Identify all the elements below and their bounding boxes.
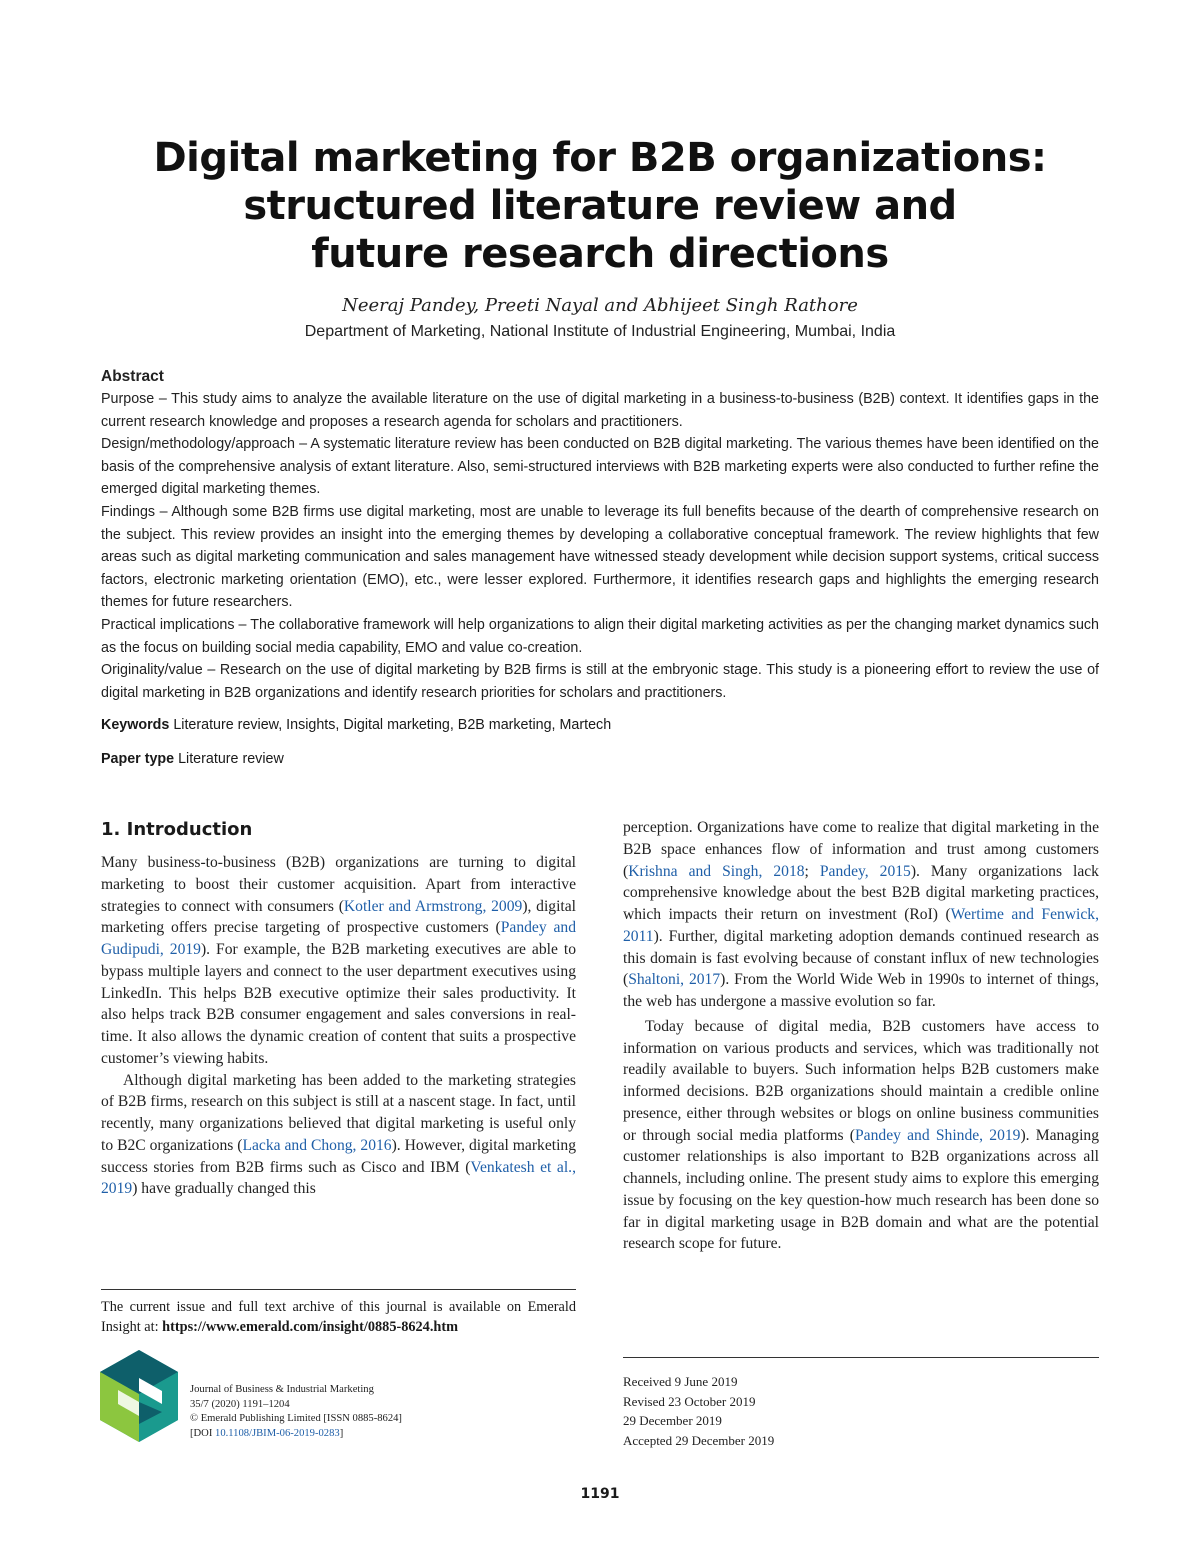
practical-label: Practical implications [101, 616, 235, 633]
citation-link[interactable]: Shaltoni, 2017 [628, 971, 721, 989]
section-heading-introduction: 1. Introduction [101, 819, 253, 840]
paper-type-label: Paper type [101, 751, 175, 767]
journal-url-link[interactable]: https://www.emerald.com/insight/0885-8624.htm [162, 1319, 459, 1335]
citation-link[interactable]: Krishna and Singh, 2018 [628, 862, 805, 880]
keywords-text: Literature review, Insights, Digital marketing, B2B marketing, Martech [169, 717, 612, 733]
text-run: Many business-to-business (B2B) organizations are turning to digital marketing to boost their customer acquisition. Apart from interactive strategies to connect with consumers ( [101, 854, 576, 915]
design-text: – A systematic literature review has been conducted on B2B digital marketing. The various themes have been identified on the basis of the comprehensive analysis of extant literature. Also, semi-structured interviews with B2B marketing experts were also conducted to further refine the emerged digital marketing themes. [101, 436, 1099, 498]
abstract-purpose [101, 388, 1099, 433]
footnote-divider [101, 1289, 576, 1290]
citation-link[interactable]: Lacka and Chong, 2016 [242, 1136, 392, 1154]
footnote-text: The current issue and full text archive of this journal is available on Emerald Insight at: [101, 1299, 576, 1335]
left-column [101, 852, 576, 1200]
abstract-heading: Abstract [101, 368, 164, 385]
purpose-label: Purpose [101, 391, 155, 407]
title-line-2: structured literature review and [243, 183, 957, 229]
paper-type [101, 748, 1099, 770]
journal-volume: 35/7 (2020) 1191–1204 [190, 1398, 290, 1410]
title-line-1: Digital marketing for B2B organizations: [153, 135, 1047, 181]
text-run: perception. Organizations have come to realize that digital marketing in the B2B space enhances flow of information and trust among customers ( [623, 819, 1099, 880]
intro-paragraph-4 [623, 1016, 1099, 1255]
right-column [623, 817, 1099, 1255]
citation-link[interactable]: Venkatesh et al., 2019 [101, 1158, 576, 1198]
footnote [101, 1297, 576, 1337]
intro-paragraph-2 [101, 1070, 576, 1201]
intro-paragraph-1 [101, 852, 576, 1070]
abstract-design [101, 433, 1099, 501]
intro-paragraph-3 [623, 817, 1099, 1013]
text-run: ). However, digital marketing success stories from B2B firms such as Cisco and IBM ( [101, 1136, 577, 1176]
citation-link[interactable]: Pandey, 2015 [819, 862, 911, 880]
abstract-practical [101, 614, 1099, 659]
abstract-findings [101, 501, 1099, 614]
emerald-logo-icon [100, 1350, 178, 1442]
text-run: Today because of digital media, B2B customers have access to information on various products and services, which was traditionally not readily available to buyers. Such information helps B2B customers make informed decisions. B2B organizations should maintain a credible online presence, either through websites or blogs on online business communities or through social media platforms ( [623, 1017, 1099, 1144]
page-number: 1191 [580, 1486, 620, 1502]
authors: Neeraj Pandey, Preeti Nayal and Abhijeet Singh Rathore [342, 295, 858, 316]
text-run: ). From the World Wide Web in 1990s to internet of things, the web has undergone a massive evolution so far. [623, 971, 1099, 1010]
design-label: Design/methodology/approach [101, 436, 295, 453]
abstract-originality [101, 659, 1099, 704]
text-run: ). Many organizations lack comprehensive knowledge about the best B2B digital marketing practices, which impacts their return on investment (RoI) ( [623, 862, 1099, 923]
purpose-text: – This study aims to analyze the available literature on the use of digital marketing in a business-to-business (B2B) context. It identifies gaps in the current research knowledge and proposes a research agenda for scholars and practitioners. [101, 391, 1099, 430]
text-run: ). For example, the B2B marketing executives are able to bypass multiple layers and connect to the user department executives using LinkedIn. This helps B2B executive optimize their sales productivity. It also helps track B2B consumer engagement and sales conversions in real-time. It also allows the dynamic creation of content that suits a prospective customer’s viewing habits. [101, 941, 576, 1067]
text-run: ). Further, digital marketing adoption demands continued research as this domain is fast evolving because of constant influx of new technologies ( [623, 927, 1099, 989]
findings-text: – Although some B2B firms use digital marketing, most are unable to leverage its full benefits because of the dearth of comprehensive research on the subject. This review provides an insight into the emerging themes by developing a collaborative conceptual framework. The review highlights that few areas such as digital marketing communication and sales management have witnessed steady development while decision support systems, critical success factors, electronic marketing orientation (EMO), etc., were lesser explored. Furthermore, it identifies research gaps and highlights the emerging research themes for future researchers. [101, 503, 1099, 611]
doi-prefix: [DOI [190, 1428, 216, 1440]
article-history [623, 1372, 923, 1450]
journal-publisher: © Emerald Publishing Limited [ISSN 0885-8624] [190, 1413, 402, 1425]
citation-link[interactable]: Pandey and Shinde, 2019 [855, 1126, 1021, 1144]
received-date: Received 9 June 2019 [623, 1374, 738, 1389]
affiliation: Department of Marketing, National Institute of Industrial Engineering, Mumbai, India [304, 323, 896, 340]
paper-type-text: Literature review [174, 751, 284, 767]
journal-doi [190, 1427, 490, 1442]
text-run: ; [804, 862, 820, 880]
text-run: Although digital marketing has been added to the marketing strategies of B2B firms, research on this subject is still at a nascent stage. In fact, until recently, many organizations believed that digital marketing is useful only to B2C organizations ( [101, 1071, 576, 1154]
text-run: ). Managing customer relationships is also important to B2B organizations across all channels, including online. The present study aims to explore this emerging issue by focusing on the key question-how much research has been done so far in digital marketing usage in B2B domain and what are the potential research scope for future. [623, 1126, 1100, 1253]
text-run: ) have gradually changed this [132, 1180, 316, 1198]
doi-suffix: ] [339, 1428, 344, 1440]
accepted-date: Accepted 29 December 2019 [623, 1432, 775, 1448]
abstract [101, 366, 1099, 704]
journal-name: Journal of Business & Industrial Marketing [190, 1384, 374, 1395]
originality-text: – Research on the use of digital marketing by B2B firms is still at the embryonic stage. This study is a pioneering effort to review the use of digital marketing in B2B organizations and identify research priorities for scholars and practitioners. [101, 662, 1099, 701]
citation-link[interactable]: Kotler and Armstrong, 2009 [343, 897, 523, 915]
history-divider [623, 1357, 1099, 1358]
keywords-label: Keywords [101, 717, 170, 733]
revised-date-2: 29 December 2019 [623, 1413, 722, 1428]
keywords [101, 714, 1099, 736]
citation-link[interactable]: Wertime and Fenwick, 2011 [623, 906, 1099, 945]
findings-label: Findings [101, 503, 156, 520]
text-run: ), digital marketing offers precise targeting of prospective customers ( [101, 897, 577, 937]
journal-info [190, 1383, 490, 1442]
originality-label: Originality/value [101, 662, 203, 679]
title-line-3: future research directions [311, 231, 889, 277]
doi-link[interactable]: 10.1108/JBIM-06-2019-0283 [215, 1428, 340, 1440]
citation-link[interactable]: Pandey and Gudipudi, 2019 [101, 919, 576, 958]
practical-text: – The collaborative framework will help organizations to align their digital marketing activities as per the changing market dynamics such as the focus on building social media capability, EMO and value co-creation. [101, 616, 1099, 656]
paper-title [100, 134, 1100, 278]
revised-date-1: Revised 23 October 2019 [623, 1393, 756, 1409]
